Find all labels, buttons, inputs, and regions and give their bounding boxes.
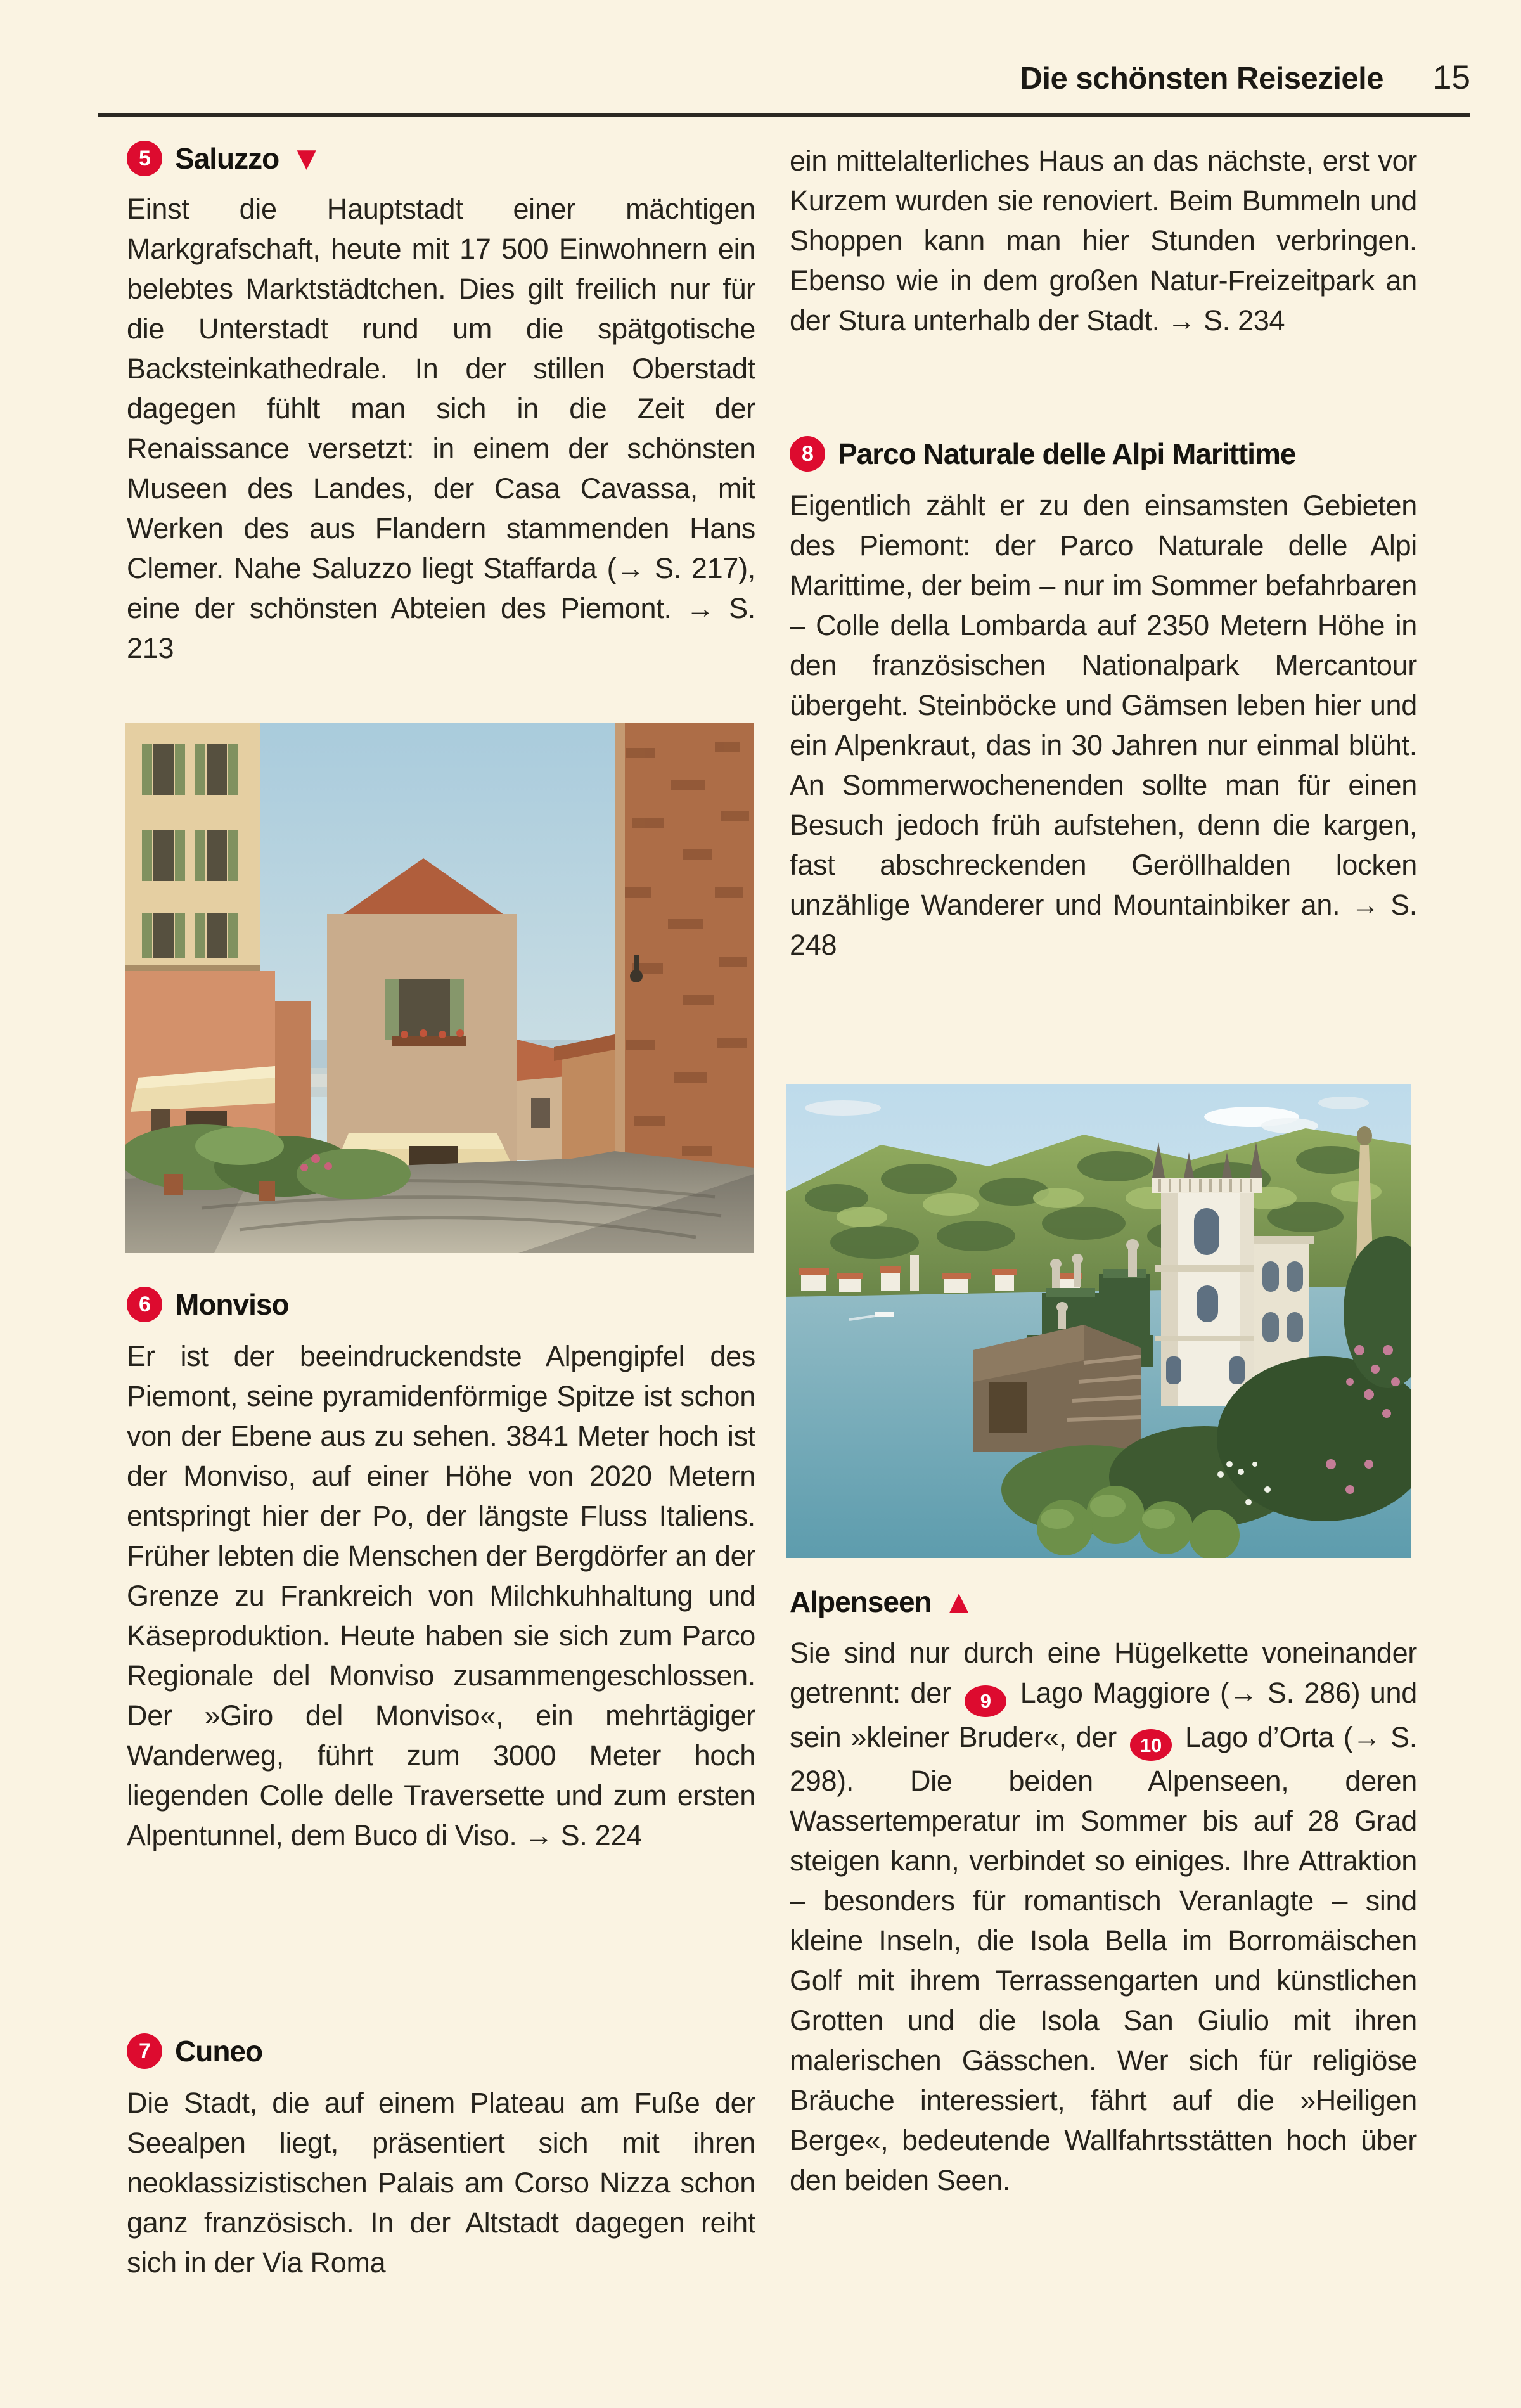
alpenseen-text-before-maggiore: Sie sind nur durch eine Hügelkette voneinander getrennt: der [790,1637,1417,1709]
section-title-alpenseen: Alpenseen [790,1585,932,1618]
section-title-monviso: Monviso [175,1288,289,1321]
lago-maggiore-photo [786,1084,1411,1558]
saluzzo-street-photo [125,723,754,1253]
page-header [98,58,1470,97]
section-header-alpi-marittime [790,436,1417,472]
triangle-down-icon: ▼ [297,144,316,173]
section-header-cuneo [127,2033,755,2069]
page-number: 15 [1433,59,1470,96]
marker-badge-10: 10 [1130,1729,1172,1761]
marker-badge-9: 9 [965,1685,1006,1717]
section-title-cuneo: Cuneo [175,2035,263,2068]
saluzzo-street-illustration [125,723,754,1253]
marker-badge-7: 7 [127,2033,162,2069]
marker-badge-5: 5 [127,141,162,176]
triangle-up-icon: ▲ [949,1587,968,1616]
paragraph-cuneo: Die Stadt, die auf einem Plateau am Fuße der Seealpen liegt, präsentiert sich mit ihren neoklassizistischen Palais am Corso Nizza schon ganz französisch. In der Altstadt dagegen reiht sich in der Via Roma [127,2087,755,2279]
paragraph-monviso: Er ist der beeindruckendste Alpengipfel des Piemont, seine pyramidenförmige Spitze ist schon von der Ebene aus zu sehen. 3841 Meter hoch ist der Monviso, auf einer Höhe von 2020 Metern entspringt hier der Po, der längste Fluss Italiens. Früher lebten die Menschen der Bergdörfer an der Grenze zu Frankreich von Milchkuhhaltung und Käseproduktion. Heute haben sie sich zum Parco Regionale del Monviso zusammengeschlossen. Der »Giro del Monviso«, ein mehrtägiger Wanderweg, führt zum 3000 Meter hoch liegenden Colle delle Traversette und zum ersten Alpentunnel, dem Buco di Viso. → S. 224 [127,1340,755,1851]
paragraph-alpi-marittime: Eigentlich zählt er zu den einsamsten Gebieten des Piemont: der Parco Naturale delle Alpi Marittime, der beim – nur im Sommer befahrbaren – Colle della Lombarda auf 2350 Metern Höhe in den französischen Nationalpark Mercantour übergeht. Steinböcke und Gämsen leben hier und ein Alpenkraut, das in 30 Jahren nur einmal blüht. An Sommerwochenenden sollte man für einen Besuch jedoch früh aufstehen, denn die kargen, fast abschreckenden Geröllhalden locken unzählige Wanderer und Mountainbiker an. → S. 248 [790,489,1417,961]
lago-maggiore-illustration [786,1084,1411,1558]
section-title-alpi-marittime: Parco Naturale delle Alpi Marittime [838,437,1296,470]
header-rule [98,113,1470,117]
section-header-alpenseen [790,1585,1417,1619]
paragraph-cuneo-continued: ein mittelalterliches Haus an das nächste, erst vor Kurzem wurden sie renoviert. Beim Bummeln und Shoppen kann man hier Stunden verbringen. Ebenso wie in dem großen Natur-Freizeitpark an der Stura unterhalb der Stadt. → S. 234 [790,145,1417,337]
alpenseen-text-after: Lago d’Orta (→ S. 298). Die beiden Alpenseen, deren Wassertemperatur im Sommer bis auf 28 Grad steigen kann, verbindet so einiges. Ihre Attraktion – besonders für romantisch Veranlagte – sind kleine Inseln, die Isola Bella im Borromäischen Golf mit ihrem Terrassengarten und künstlichen Grotten und die Isola San Giulio mit ihren malerischen Gässchen. Wer sich für religiöse Bräuche interessiert, fährt auf die »Heiligen Berge«, bedeutende Wallfahrtsstätten hoch über den beiden Seen. [790,1720,1418,2196]
section-header-saluzzo [127,141,755,176]
marker-badge-6: 6 [127,1287,162,1322]
marker-badge-8: 8 [790,436,825,472]
section-header-monviso [127,1287,755,1322]
alpenseen-text-between: Lago Maggiore (→ S. 286) und sein »kleiner Bruder«, der [790,1677,1417,1753]
page-title: Die schönsten Reiseziele [1020,61,1384,96]
section-title-saluzzo: Saluzzo [175,142,279,175]
paragraph-alpenseen [790,1633,1417,2200]
paragraph-saluzzo: Einst die Hauptstadt einer mächtigen Markgrafschaft, heute mit 17 500 Einwohnern ein belebtes Marktstädtchen. Dies gilt freilich nur für die Unterstadt rund um die spätgotische Backsteinkathedrale. In der stillen Oberstadt dagegen fühlt man sich in die Zeit der Renaissance versetzt: in einem der schönsten Museen des Landes, der Casa Cavassa, mit Werken des aus Flandern stammenden Hans Clemer. Nahe Saluzzo liegt Staffarda (→ S. 217), eine der schönsten Abteien des Piemont. → S. 213 [127,193,755,664]
